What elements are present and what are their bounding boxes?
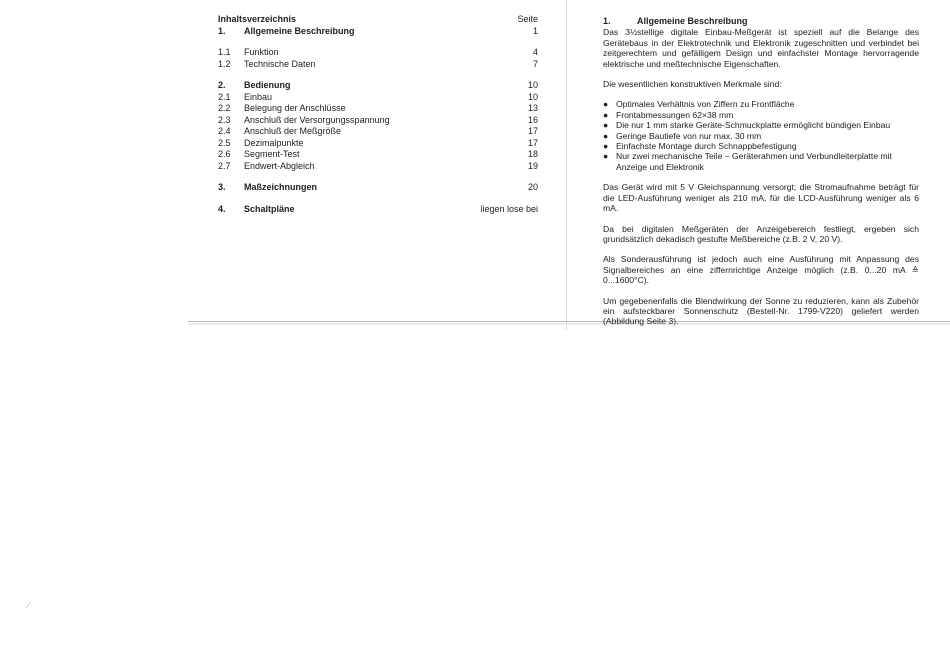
toc-text: Endwert-Abgleich [244, 160, 315, 171]
special-version-paragraph: Als Sonderausführung ist jedoch auch eine Ausführung mit Anpassung des Signalbereiches an eine ziffernrichtige Anzeige möglich (z.B. 0...20 mA ≙ 0...1600°C). [603, 254, 919, 286]
toc-text: Belegung der Anschlüsse [244, 103, 346, 113]
toc-page: 13 [527, 103, 538, 113]
toc-num: 3. [218, 182, 226, 192]
toc-text: Einbau [244, 91, 273, 102]
bullet-icon: ● [603, 151, 609, 162]
toc-num: 2.5 [218, 137, 231, 148]
toc-row [218, 92, 538, 104]
intro-paragraph: Das 3½stellige digitale Einbau-Meßgerät ist speziell auf die Belange des Gerätebaus in der Elektrotechnik und Elektronik zugeschnitten und verbindet bei zeitgerechtem und gefälligem Design und einfachster Montage hervorragende elektrische und meßtechnische Eigenschaften. [603, 27, 919, 69]
table-of-contents [218, 14, 538, 215]
toc-row [218, 80, 538, 92]
bullet-icon: ● [603, 109, 609, 120]
toc-num: 4. [218, 203, 226, 214]
page-fold-line [566, 0, 567, 330]
toc-num: 1.1 [218, 47, 231, 57]
toc-text: Technische Daten [244, 58, 316, 69]
toc-text: Anschluß der Meßgröße [244, 126, 342, 136]
toc-num: 2.6 [218, 149, 231, 159]
section-number: 1. [603, 16, 611, 26]
list-item [603, 151, 919, 172]
toc-num: 1. [218, 25, 226, 36]
toc-page: 16 [527, 114, 538, 125]
toc-text: Dezimalpunkte [244, 137, 304, 148]
toc-num: 2.1 [218, 91, 231, 102]
toc-row [218, 126, 538, 138]
toc-num: 2.7 [218, 160, 231, 171]
toc-header [218, 14, 538, 26]
toc-num: 2.4 [218, 126, 231, 136]
toc-text: Funktion [244, 47, 279, 57]
toc-row [218, 103, 538, 115]
toc-seite-label: Seite [517, 14, 538, 24]
list-item [603, 131, 919, 141]
toc-num: 2. [218, 80, 226, 90]
toc-row [218, 47, 538, 59]
toc-page: 7 [532, 58, 538, 69]
toc-page: 4 [532, 47, 538, 57]
toc-page: 20 [527, 182, 538, 192]
list-item [603, 141, 919, 151]
toc-text: Segment-Test [244, 149, 300, 159]
toc-text: Schaltpläne [244, 203, 295, 214]
supply-paragraph: Das Gerät wird mit 5 V Gleichspannung versorgt; die Stromaufnahme beträgt für die LED-Ausführung weniger als 210 mA, für die LCD-Ausführung weniger als 6 mA. [603, 182, 919, 214]
feature-text: Geringe Bautiefe von nur max. 30 mm [616, 130, 762, 141]
list-item [603, 110, 919, 120]
toc-page: liegen lose bei [480, 203, 538, 214]
bullet-icon: ● [603, 130, 609, 141]
feature-text: Die nur 1 mm starke Geräte-Schmuckplatte ermöglicht bündigen Einbau [616, 120, 891, 131]
toc-row [218, 182, 538, 194]
toc-page: 17 [527, 126, 538, 136]
list-item [603, 120, 919, 130]
toc-page: 10 [527, 80, 538, 90]
toc-text: Maßzeichnungen [244, 182, 318, 192]
toc-page: 17 [527, 137, 538, 148]
toc-row [218, 138, 538, 150]
feature-text: Einfachste Montage durch Schnappbefestigung [616, 141, 797, 152]
sunshade-paragraph: Um gegebenenfalls die Blendwirkung der Sonne zu reduzieren, kann als Zubehör ein aufsteckbarer Sonnenschutz (Bestell-Nr. 1799-V220) geliefert werden (Abbildung Seite 3). [603, 295, 919, 327]
toc-page: 10 [527, 91, 538, 102]
toc-row [218, 161, 538, 173]
feature-text: Nur zwei mechanische Teile – Geräterahmen und Verbundleiterplatte mit Anzeige und Elektronik [616, 151, 892, 172]
toc-row [218, 59, 538, 71]
toc-text: Anschluß der Versorgungsspannung [244, 114, 390, 125]
list-item [603, 99, 919, 109]
features-intro: Die wesentlichen konstruktiven Merkmale sind: [603, 79, 782, 90]
toc-num: 2.2 [218, 103, 231, 113]
toc-row [218, 149, 538, 161]
section-general-description [603, 16, 919, 337]
feature-text: Optimales Verhältnis von Ziffern zu Frontfläche [616, 99, 795, 110]
bullet-icon: ● [603, 141, 609, 152]
range-paragraph: Da bei digitalen Meßgeräten der Anzeigebereich festliegt, ergeben sich grundsätzlich dekadisch gestufte Meßbereiche (z.B. 2 V, 20 V). [603, 223, 919, 244]
section-title: Allgemeine Beschreibung [637, 16, 748, 26]
feature-list [603, 99, 919, 172]
toc-row [218, 26, 538, 38]
toc-num: 2.3 [218, 114, 231, 125]
feature-text: Frontabmessungen 62×38 mm [616, 109, 734, 120]
toc-title: Inhaltsverzeichnis [218, 14, 297, 24]
bullet-icon: ● [603, 99, 609, 110]
toc-text: Bedienung [244, 80, 291, 90]
scan-smudge: ⁄ [28, 600, 30, 611]
toc-text: Allgemeine Beschreibung [244, 25, 355, 36]
toc-num: 1.2 [218, 58, 231, 69]
toc-row [218, 204, 538, 216]
section-heading [603, 16, 919, 26]
toc-page: 18 [527, 149, 538, 159]
bullet-icon: ● [603, 120, 609, 131]
toc-row [218, 115, 538, 127]
toc-page: 1 [532, 25, 538, 36]
toc-page: 19 [527, 160, 538, 171]
